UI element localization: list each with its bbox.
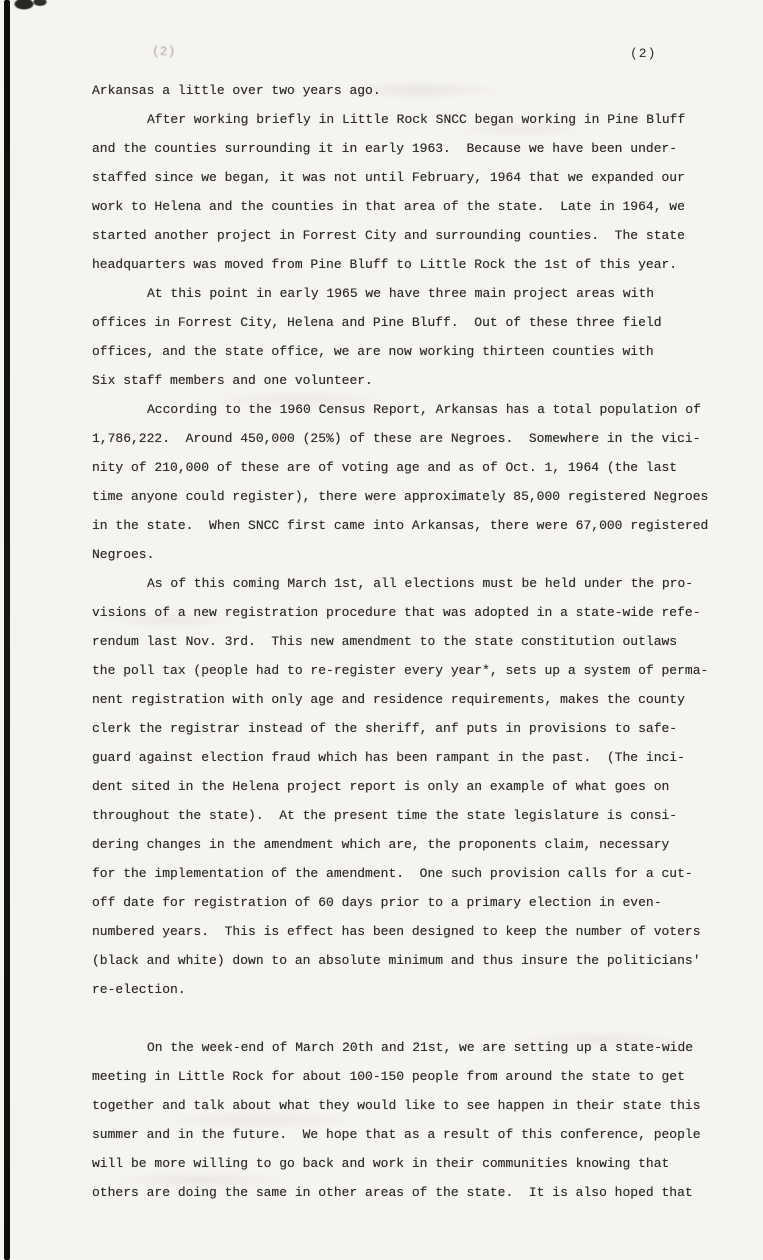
text-line: dering changes in the amendment which are, the proponents claim, necessary [92, 837, 670, 852]
scan-edge-artifact [4, 0, 10, 1260]
text-line: meeting in Little Rock for about 100-150 people from around the state to get [92, 1069, 685, 1084]
text-line: rendum last Nov. 3rd. This new amendment to the state constitution outlaws [92, 634, 678, 649]
text-line: the poll tax (people had to re-register every year*, sets up a system of perma- [92, 663, 709, 678]
text-line: off date for registration of 60 days prior to a primary election in even- [92, 895, 662, 910]
text-line: together and talk about what they would like to see happen in their state this [92, 1098, 701, 1113]
text-line: nity of 210,000 of these are of voting age and as of Oct. 1, 1964 (the last [92, 460, 678, 475]
text-line: and the counties surrounding it in early 1963. Because we have been under- [92, 141, 678, 156]
scan-corner-blob [12, 0, 52, 16]
text-line: offices, and the state office, we are now working thirteen counties with [92, 344, 654, 359]
text-line: Six staff members and one volunteer. [92, 373, 373, 388]
text-line: As of this coming March 1st, all elections must be held under the pro- [147, 576, 694, 591]
text-line: At this point in early 1965 we have three main project areas with [147, 286, 655, 301]
text-line [92, 1004, 732, 1033]
text-line: time anyone could register), there were approximately 85,000 registered Negroes [92, 489, 709, 504]
text-line: nent registration with only age and residence requirements, makes the county [92, 692, 685, 707]
text-line: On the week-end of March 20th and 21st, we are setting up a state-wide [147, 1040, 694, 1055]
text-line: headquarters was moved from Pine Bluff to Little Rock the 1st of this year. [92, 257, 678, 272]
text-line: 1,786,222. Around 450,000 (25%) of these are Negroes. Somewhere in the vici- [92, 431, 701, 446]
text-line: offices in Forrest City, Helena and Pine Bluff. Out of these three field [92, 315, 662, 330]
text-line: dent sited in the Helena project report is only an example of what goes on [92, 779, 670, 794]
text-line: started another project in Forrest City and surrounding counties. The state [92, 228, 685, 243]
text-line: others are doing the same in other areas of the state. It is also hoped that [92, 1185, 693, 1200]
ghost-page-number: (2) [152, 44, 176, 59]
text-line: summer and in the future. We hope that as a result of this conference, people [92, 1127, 701, 1142]
document-body [92, 76, 732, 1207]
text-line: Arkansas a little over two years ago. [92, 83, 381, 98]
text-line: for the implementation of the amendment. One such provision calls for a cut- [92, 866, 693, 881]
text-line: work to Helena and the counties in that area of the state. Late in 1964, we [92, 199, 685, 214]
text-line: staffed since we began, it was not until February, 1964 that we expanded our [92, 170, 685, 185]
text-line: in the state. When SNCC first came into Arkansas, there were 67,000 registered [92, 518, 709, 533]
text-line: According to the 1960 Census Report, Arkansas has a total population of [147, 402, 701, 417]
text-line: numbered years. This is effect has been designed to keep the number of voters [92, 924, 701, 939]
text-line: clerk the registrar instead of the sheriff, anf puts in provisions to safe- [92, 721, 678, 736]
text-line: After working briefly in Little Rock SNCC began working in Pine Bluff [147, 112, 686, 127]
text-line: (black and white) down to an absolute minimum and thus insure the politicians' [92, 953, 701, 968]
text-line: re-election. [92, 982, 186, 997]
text-line: will be more willing to go back and work in their communities knowing that [92, 1156, 670, 1171]
text-line: guard against election fraud which has been rampant in the past. (The inci- [92, 750, 685, 765]
text-line: Negroes. [92, 547, 155, 562]
text-line: throughout the state). At the present time the state legislature is consi- [92, 808, 678, 823]
page-number: (2) [630, 46, 657, 61]
text-line: visions of a new registration procedure that was adopted in a state-wide refe- [92, 605, 701, 620]
